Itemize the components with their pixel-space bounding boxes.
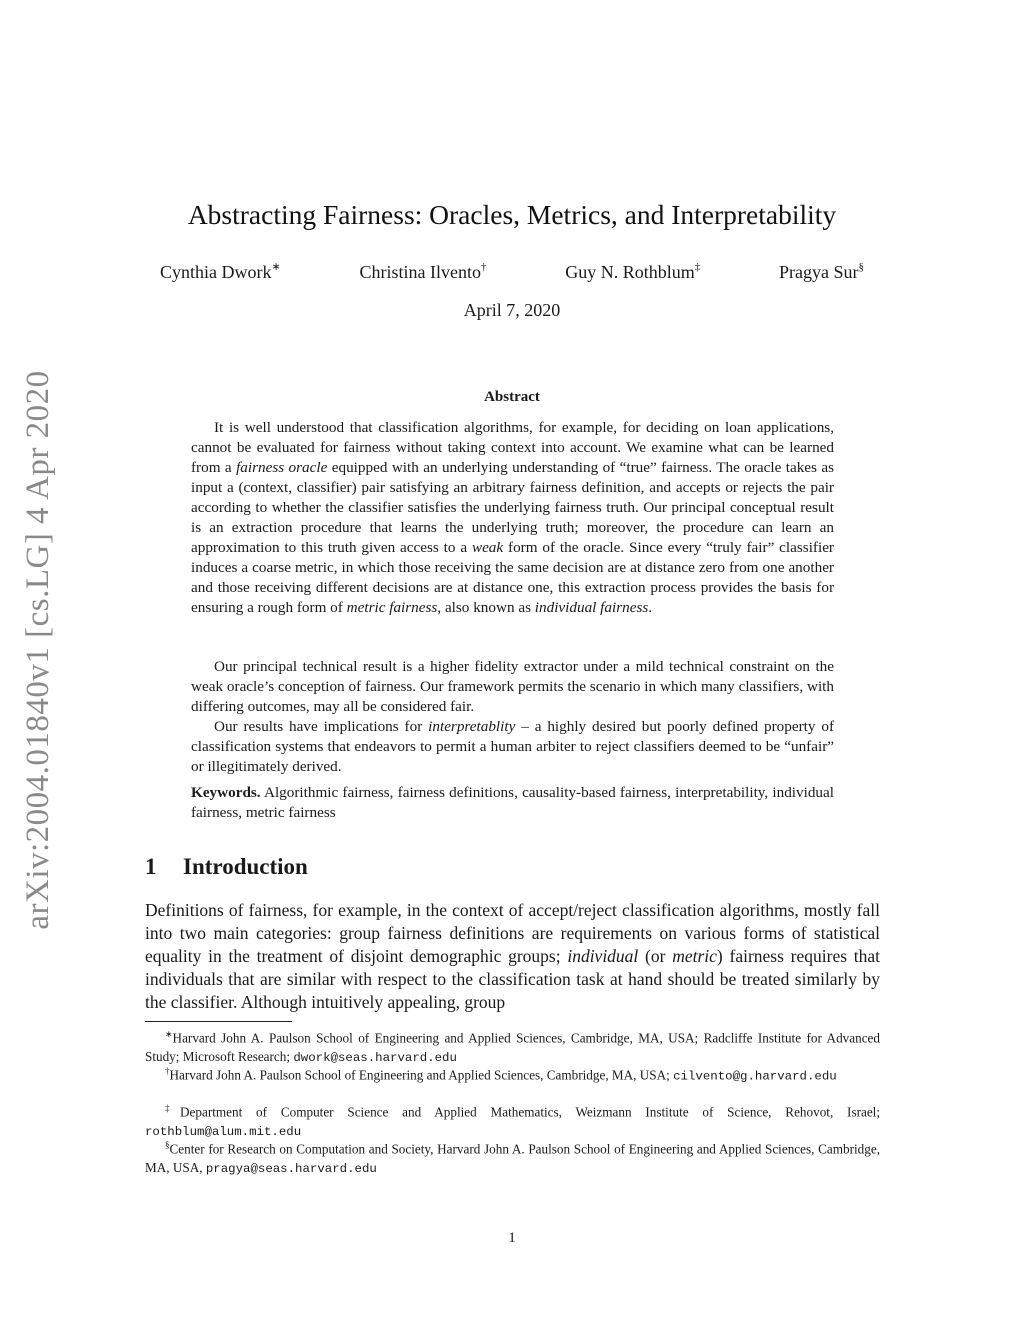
- footnote-mark: ‡: [165, 1103, 180, 1113]
- keywords: Keywords. Algorithmic fairness, fairness definitions, causality-based fairness, interpretability, individual fairness, metric fairness: [191, 784, 834, 821]
- section-title: Introduction: [183, 854, 308, 879]
- section-number: 1: [145, 854, 157, 879]
- section-heading: [145, 851, 308, 883]
- email-link[interactable]: rothblum@alum.mit.edu: [145, 1124, 302, 1139]
- footnote-mark: †: [480, 261, 487, 273]
- footnote-rule: [145, 1021, 292, 1022]
- publication-date: April 7, 2020: [463, 300, 561, 320]
- author: Pragya Sur§: [778, 261, 864, 282]
- keywords-label: Keywords.: [191, 784, 261, 801]
- footnote: †Harvard John A. Paulson School of Engineering and Applied Sciences, Cambridge, MA, USA; cilvento@g.harvard.edu: [165, 1066, 837, 1084]
- footnote: §Center for Research on Computation and Society, Harvard John A. Paulson School of Engineering and Applied Sciences, Cambridge, MA, USA, pragya@seas.harvard.edu: [145, 1140, 880, 1176]
- footnote-mark: ∗: [271, 261, 281, 273]
- body-paragraph: Definitions of fairness, for example, in the context of accept/reject classification algorithms, mostly fall into two main categories: group fairness definitions are requirements on various forms of statistical equality in the treatment of disjoint demographic groups; individual (or metric) fairness requires that individuals that are similar with respect to the classification task at hand should be treated similarly by the classifier. Although intuitively appealing, group: [145, 900, 881, 1012]
- footnote-mark: ‡: [694, 261, 701, 273]
- abstract-heading: Abstract: [484, 389, 540, 405]
- abstract-paragraph: It is well understood that classification algorithms, for example, for deciding on loan applications, cannot be evaluated for fairness without taking context into account. We examine what can be learned from a fairness oracle equipped with an underlying understanding of “true” fairness. The oracle takes as input a (context, classifier) pair satisfying an arbitrary fairness definition, and accepts or rejects the pair according to whether the classifier satisfies the underlying fairness truth. Our principal conceptual result is an extraction procedure that learns the underlying truth; moreover, the procedure can learn an approximation to this truth given access to a weak form of the oracle. Since every “truly fair” classifier induces a coarse metric, in which those receiving the same decision are at distance zero from one another and those receiving different decisions are at distance one, this extraction process provides the basis for ensuring a rough form of metric fairness, also known as individual fairness.: [191, 419, 834, 616]
- email-link[interactable]: pragya@seas.harvard.edu: [205, 1161, 377, 1176]
- page-number: 1: [508, 1230, 516, 1246]
- author: Christina Ilvento†: [359, 261, 487, 282]
- arxiv-identifier-stamp: arXiv:2004.01840v1 [cs.LG] 4 Apr 2020: [20, 370, 56, 930]
- email-link[interactable]: cilvento@g.harvard.edu: [673, 1069, 837, 1084]
- abstract-paragraph: Our principal technical result is a higher fidelity extractor under a mild technical constraint on the weak oracle’s conception of fairness. Our framework permits the scenario in which many classifiers, with differing outcomes, may all be considered fair.: [191, 658, 834, 715]
- footnote: ∗Harvard John A. Paulson School of Engineering and Applied Sciences, Cambridge, MA, USA; Radcliffe Institute for Advanced Study; Microsoft Research; dwork@seas.harvard.edu: [145, 1029, 880, 1065]
- author-list: [160, 255, 864, 285]
- abstract-paragraph: Our results have implications for interpretablity – a highly desired but poorly defined property of classification systems that endeavors to permit a human arbiter to reject classifiers deemed to be “unfair” or illegitimately derived.: [191, 718, 834, 775]
- footnote-mark: ∗: [165, 1029, 173, 1039]
- footnote-mark: §: [858, 261, 864, 273]
- author: Guy N. Rothblum‡: [565, 261, 701, 282]
- paper-title: Abstracting Fairness: Oracles, Metrics, and Interpretability: [187, 199, 837, 230]
- footnote: ‡Department of Computer Science and Applied Mathematics, Weizmann Institute of Science, Rehovot, Israel; rothblum@alum.mit.edu: [145, 1103, 881, 1139]
- email-link[interactable]: dwork@seas.harvard.edu: [293, 1050, 457, 1065]
- footnote-mark: †: [165, 1066, 170, 1076]
- footnote-mark: §: [165, 1140, 170, 1150]
- author: Cynthia Dwork∗: [160, 261, 281, 282]
